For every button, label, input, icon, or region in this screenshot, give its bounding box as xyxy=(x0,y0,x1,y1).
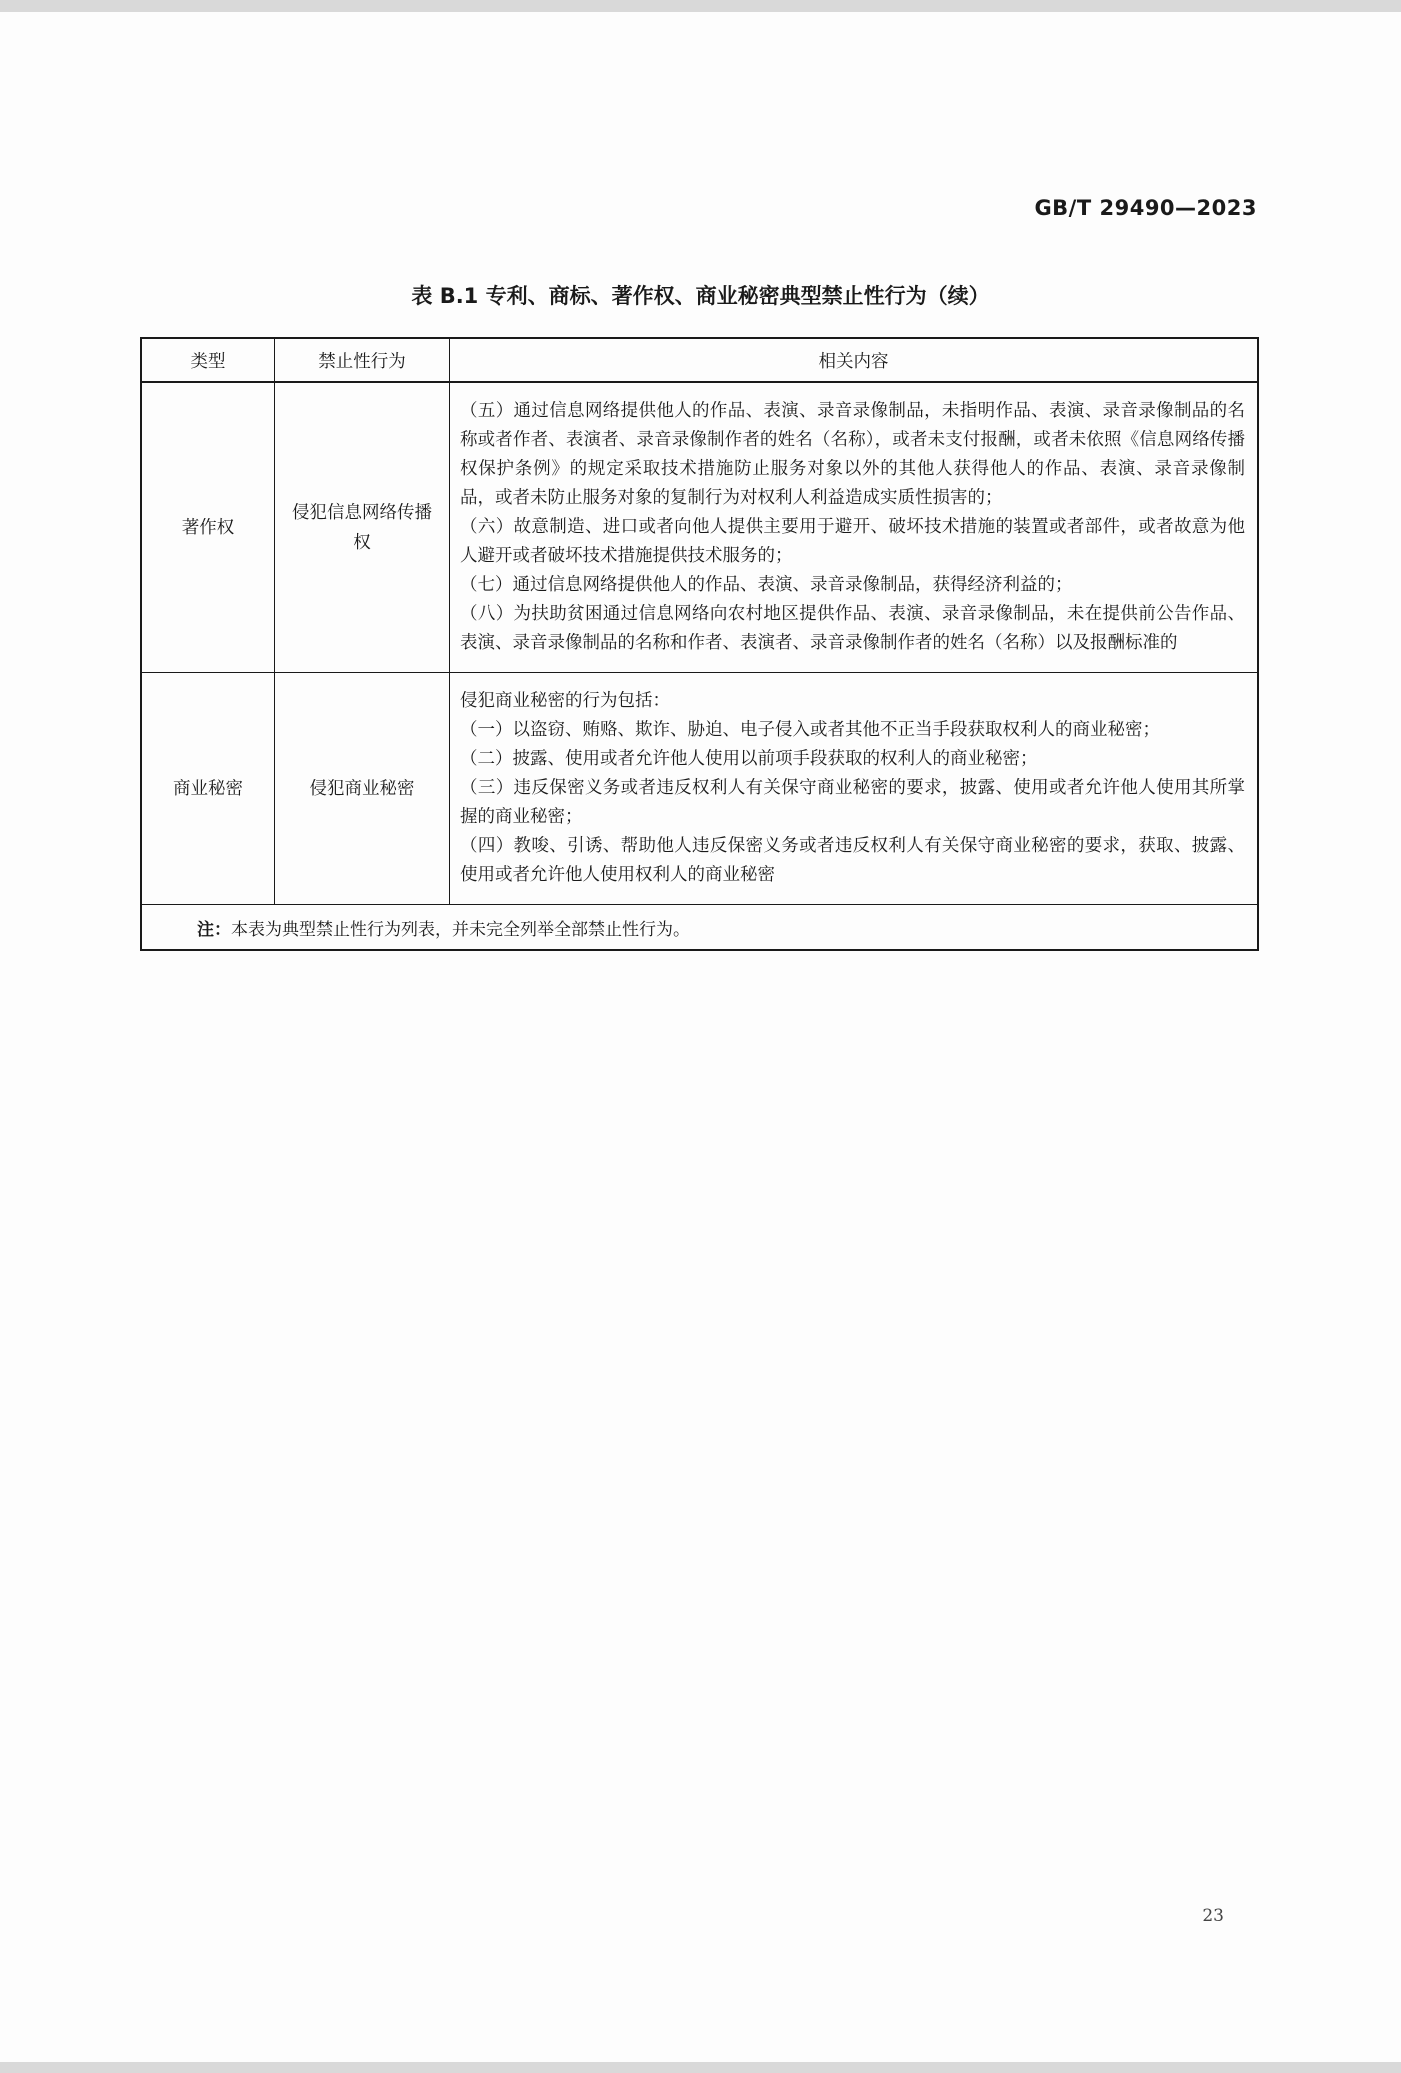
note-text: 本表为典型禁止性行为列表，并未完全列举全部禁止性行为。 xyxy=(231,919,690,940)
document-page xyxy=(0,12,1401,2062)
content-line: 侵犯商业秘密的行为包括： xyxy=(460,691,670,711)
table-header-row xyxy=(141,338,1258,382)
table-title: 表 B.1 专利、商标、著作权、商业秘密典型禁止性行为（续） xyxy=(411,284,990,308)
content-line: （五）通过信息网络提供他人的作品、表演、录音录像制品，未指明作品、表演、录音录像制品的名称或者作者、表演者、录音录像制作者的姓名（名称），或者未支付报酬，或者未依照《信息网络传播权保护条例》的规定采取技术措施防止服务对象以外的其他人获得他人的作品、表演、录音录像制品，或者未防止服务对象的复制行为对权利人利益造成实质性损害的； xyxy=(460,401,1245,508)
table-note-row xyxy=(141,905,1258,951)
cell-content-copyright xyxy=(450,382,1259,673)
table-row-trade-secret xyxy=(141,673,1258,905)
content-line: （一）以盗窃、贿赂、欺诈、胁迫、电子侵入或者其他不正当手段获取权利人的商业秘密； xyxy=(460,720,1160,740)
note-label: 注： xyxy=(197,919,231,940)
cell-act-trade-secret: 侵犯商业秘密 xyxy=(275,673,450,905)
content-line: （二）披露、使用或者允许他人使用以前项手段获取的权利人的商业秘密； xyxy=(460,749,1038,769)
cell-type-trade-secret: 商业秘密 xyxy=(141,673,275,905)
prohibited-acts-table xyxy=(140,337,1259,951)
content-line: （八）为扶助贫困通过信息网络向农村地区提供作品、表演、录音录像制品，未在提供前公告作品、表演、录音录像制品的名称和作者、表演者、录音录像制作者的姓名（名称）以及报酬标准的 xyxy=(460,604,1245,653)
page-number: 23 xyxy=(1202,1906,1224,1926)
cell-act-copyright: 侵犯信息网络传播权 xyxy=(275,382,450,673)
table-note xyxy=(141,905,1258,951)
content-line: （七）通过信息网络提供他人的作品、表演、录音录像制品，获得经济利益的； xyxy=(460,575,1073,595)
document-id: GB/T 29490—2023 xyxy=(1034,196,1257,220)
content-line: （六）故意制造、进口或者向他人提供主要用于避开、破坏技术措施的装置或者部件，或者故意为他人避开或者破坏技术措施提供技术服务的； xyxy=(460,517,1245,566)
content-line: （四）教唆、引诱、帮助他人违反保密义务或者违反权利人有关保守商业秘密的要求，获取、披露、使用或者允许他人使用权利人的商业秘密 xyxy=(460,836,1245,885)
column-header-related-content: 相关内容 xyxy=(450,338,1259,382)
cell-content-trade-secret xyxy=(450,673,1259,905)
cell-type-copyright: 著作权 xyxy=(141,382,275,673)
column-header-prohibited-act: 禁止性行为 xyxy=(275,338,450,382)
column-header-type: 类型 xyxy=(141,338,275,382)
content-line: （三）违反保密义务或者违反权利人有关保守商业秘密的要求，披露、使用或者允许他人使用其所掌握的商业秘密； xyxy=(460,778,1245,827)
table-row-copyright xyxy=(141,382,1258,673)
